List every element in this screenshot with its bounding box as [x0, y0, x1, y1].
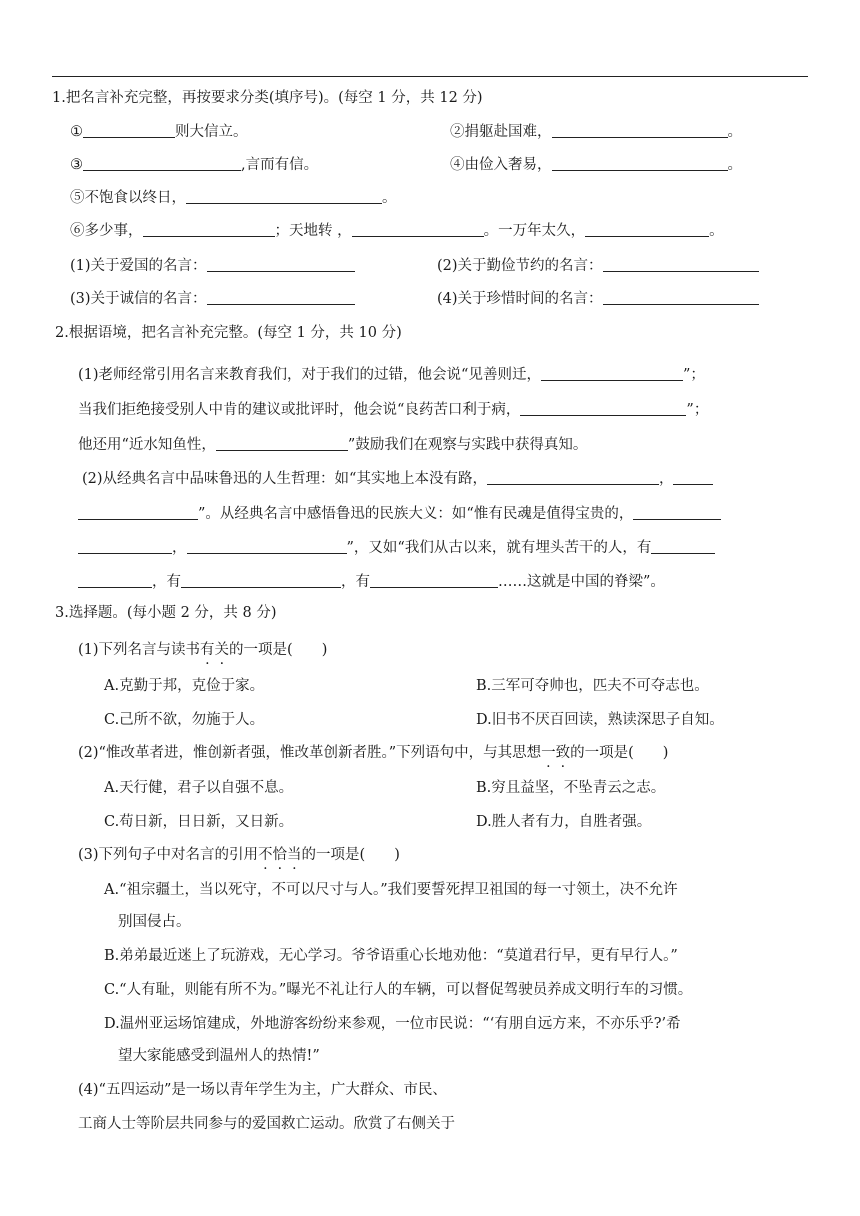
blank[interactable] — [585, 221, 709, 237]
q3-s1-option-c[interactable]: C.己所不欲，勿施于人。 — [104, 712, 265, 728]
q3-s2-option-a[interactable]: A.天行健，君子以自强不息。 — [104, 780, 294, 796]
blank[interactable] — [216, 435, 348, 451]
q1-category-2: (2)关于勤俭节约的名言： — [437, 256, 759, 276]
q1-item-2: ②捐躯赴国难， 。 — [450, 124, 742, 140]
blank[interactable] — [187, 538, 347, 554]
q1-item-5: ⑤不饱食以终日， 。 — [70, 190, 397, 206]
blank[interactable] — [603, 256, 759, 272]
q2-p2-line1: (2)从经典名言中品味鲁迅的人生哲理：如“其实地上本没有路， ， — [82, 469, 713, 489]
blank[interactable] — [633, 504, 721, 520]
blank[interactable] — [78, 572, 152, 588]
q3-s1-stem: (1)下列名言与读书有关的一项是( ) — [78, 642, 328, 658]
blank[interactable] — [186, 188, 382, 204]
q3-s3-option-c[interactable]: C.“人有耻，则能有所不为。”曝光不礼让行人的车辆，可以督促驾驶员养成文明行车的习惯。 — [104, 982, 693, 998]
q3-s4-line1: (4)“五四运动”是一场以青年学生为主，广大群众、市民、 — [78, 1082, 447, 1098]
q3-title: 3.选择题。(每小题 2 分，共 8 分) — [55, 605, 277, 621]
q1-title: 1.把名言补充完整，再按要求分类(填序号)。(每空 1 分，共 12 分) — [52, 90, 483, 106]
blank[interactable] — [83, 155, 241, 171]
blank[interactable] — [352, 221, 484, 237]
blank[interactable] — [207, 289, 355, 305]
blank[interactable] — [651, 538, 715, 554]
q2-p1-line2: 当我们拒绝接受别人中肯的建议或批评时，他会说“良药苦口利于病， ”； — [78, 402, 709, 418]
blank[interactable] — [370, 572, 498, 588]
q3-s3-option-b[interactable]: B.弟弟最近迷上了玩游戏，无心学习。爷爷语重心长地劝他：“莫道君行早，更有早行人。” — [104, 948, 678, 964]
blank[interactable] — [487, 469, 659, 485]
q1-item-3: ③ ,言而有信。 — [70, 157, 319, 173]
blank[interactable] — [181, 572, 341, 588]
q1-item-6: ⑥多少事， ；天地转 ， 。一万年太久， 。 — [70, 223, 724, 239]
blank[interactable] — [520, 400, 686, 416]
q2-title: 2.根据语境，把名言补充完整。(每空 1 分，共 10 分) — [55, 325, 402, 341]
q3-s3-stem: (3)下列句子中对名言的引用不恰当的一项是( ) — [78, 847, 400, 863]
q2-p2-line2: ”。从经典名言中感悟鲁迅的民族大义：如“惟有民魂是值得宝贵的， — [78, 504, 721, 524]
header-rule — [52, 76, 808, 77]
q3-s1-option-b[interactable]: B.三军可夺帅也，匹夫不可夺志也。 — [476, 678, 709, 694]
q2-p2-line3: ， ”，又如“我们从古以来，就有埋头苦干的人，有 — [78, 538, 715, 558]
q3-s1-option-a[interactable]: A.克勤于邦，克俭于家。 — [104, 678, 265, 694]
blank[interactable] — [143, 221, 275, 237]
q3-s1-option-d[interactable]: D.旧书不厌百回读，熟读深思子自知。 — [476, 712, 724, 728]
blank[interactable] — [78, 504, 198, 520]
q1-category-4: (4)关于珍惜时间的名言： — [437, 289, 759, 309]
q1-category-3: (3)关于诚信的名言： — [70, 289, 355, 309]
q3-s3-option-d-cont: 望大家能感受到温州人的热情!” — [118, 1048, 320, 1064]
blank[interactable] — [541, 365, 683, 381]
blank[interactable] — [552, 155, 728, 171]
blank[interactable] — [552, 122, 728, 138]
q3-s3-option-d[interactable]: D.温州亚运场馆建成，外地游客纷纷来参观，一位市民说：“‘有朋自远方来，不亦乐乎?’希 — [104, 1016, 681, 1032]
blank[interactable] — [673, 469, 713, 485]
q1-item-4: ④由俭入奢易， 。 — [450, 157, 742, 173]
blank[interactable] — [207, 256, 355, 272]
blank[interactable] — [83, 122, 175, 138]
q3-s2-option-c[interactable]: C.苟日新，日日新，又日新。 — [104, 814, 294, 830]
q3-s2-option-d[interactable]: D.胜人者有力，自胜者强。 — [476, 814, 652, 830]
q2-p2-line4: ，有 ，有 ……这就是中国的脊梁”。 — [78, 572, 665, 592]
q3-s3-option-a-cont: 别国侵占。 — [118, 914, 191, 930]
q3-s4-line2: 工商人士等阶层共同参与的爱国救亡运动。欣赏了右侧关于 — [78, 1116, 455, 1132]
q2-p1-line3: 他还用“近水知鱼性， ”鼓励我们在观察与实践中获得真知。 — [78, 437, 588, 453]
q2-p1-line1: (1)老师经常引用名言来教育我们，对于我们的过错，他会说“见善则迁， ”； — [78, 367, 705, 383]
blank[interactable] — [78, 538, 172, 554]
q3-s3-option-a[interactable]: A.“祖宗疆土，当以死守，不可以尺寸与人。”我们要誓死捍卫祖国的每一寸领土，决不允许 — [104, 882, 678, 898]
q1-item-1: ① 则大信立。 — [70, 124, 248, 140]
q3-s2-stem: (2)“惟改革者进，惟创新者强，惟改革创新者胜。”下列语句中，与其思想一致的一项是( ) — [78, 745, 669, 761]
q1-category-1: (1)关于爱国的名言： — [70, 256, 355, 276]
q3-s2-option-b[interactable]: B.穷且益坚，不坠青云之志。 — [476, 780, 666, 796]
blank[interactable] — [603, 289, 759, 305]
